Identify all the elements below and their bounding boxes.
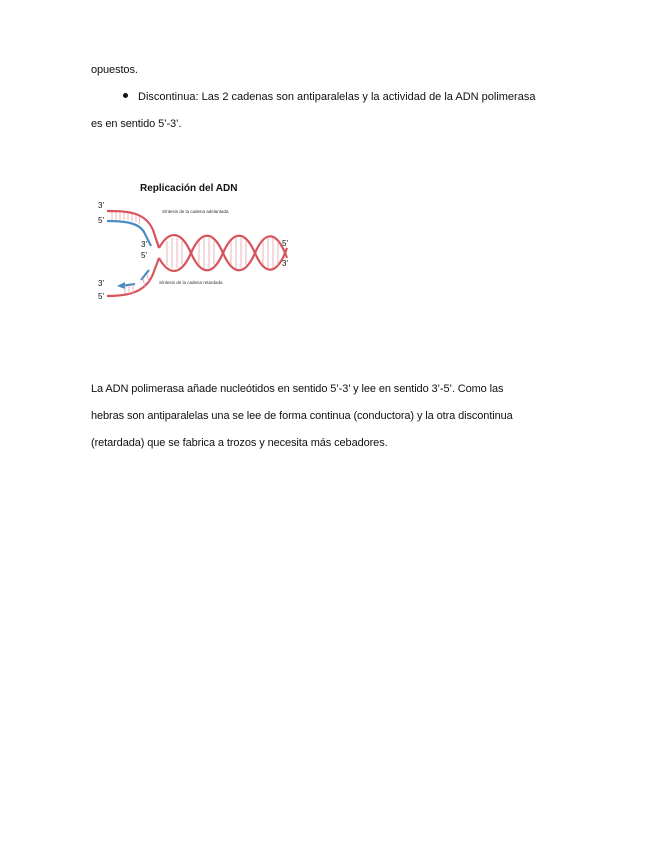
label-bottom-5prime: 5' <box>98 292 104 301</box>
double-helix <box>159 235 287 271</box>
bullet-text: Discontinua: Las 2 cadenas son antiparalelas y la actividad de la ADN polimerasa <box>138 91 536 103</box>
paragraph-line-2: hebras son antiparalelas una se lee de forma continua (conductora) y la otra discontinua <box>91 410 513 422</box>
bullet-item <box>123 91 535 103</box>
label-right-3prime: 3' <box>282 259 288 268</box>
caption-lagging-synthesis: Síntesis de la cadena retardada <box>159 280 223 285</box>
caption-leading-synthesis: Síntesis de la cadena adelantada <box>162 209 229 214</box>
figure-title: Replicación del ADN <box>140 183 238 194</box>
text-line-sentido: es en sentido 5’-3’. <box>91 118 182 130</box>
label-mid-3prime: 3' <box>141 240 147 249</box>
top-template-strand <box>107 211 159 248</box>
dna-replication-figure <box>95 178 300 308</box>
paragraph-line-1: La ADN polimerasa añade nucleótidos en sentido 5’-3’ y lee en sentido 3’-5’. Como las <box>91 383 504 395</box>
lagging-arrow-icon <box>117 282 125 289</box>
text-line-opuestos: opuestos. <box>91 64 138 76</box>
label-right-5prime: 5' <box>282 239 288 248</box>
label-top-3prime: 3' <box>98 201 104 210</box>
paragraph-line-3: (retardada) que se fabrica a trozos y necesita más cebadores. <box>91 437 388 449</box>
label-mid-5prime: 5' <box>141 251 147 260</box>
label-bottom-3prime: 3' <box>98 279 104 288</box>
bullet-dot-icon <box>123 93 128 98</box>
label-top-5prime: 5' <box>98 216 104 225</box>
